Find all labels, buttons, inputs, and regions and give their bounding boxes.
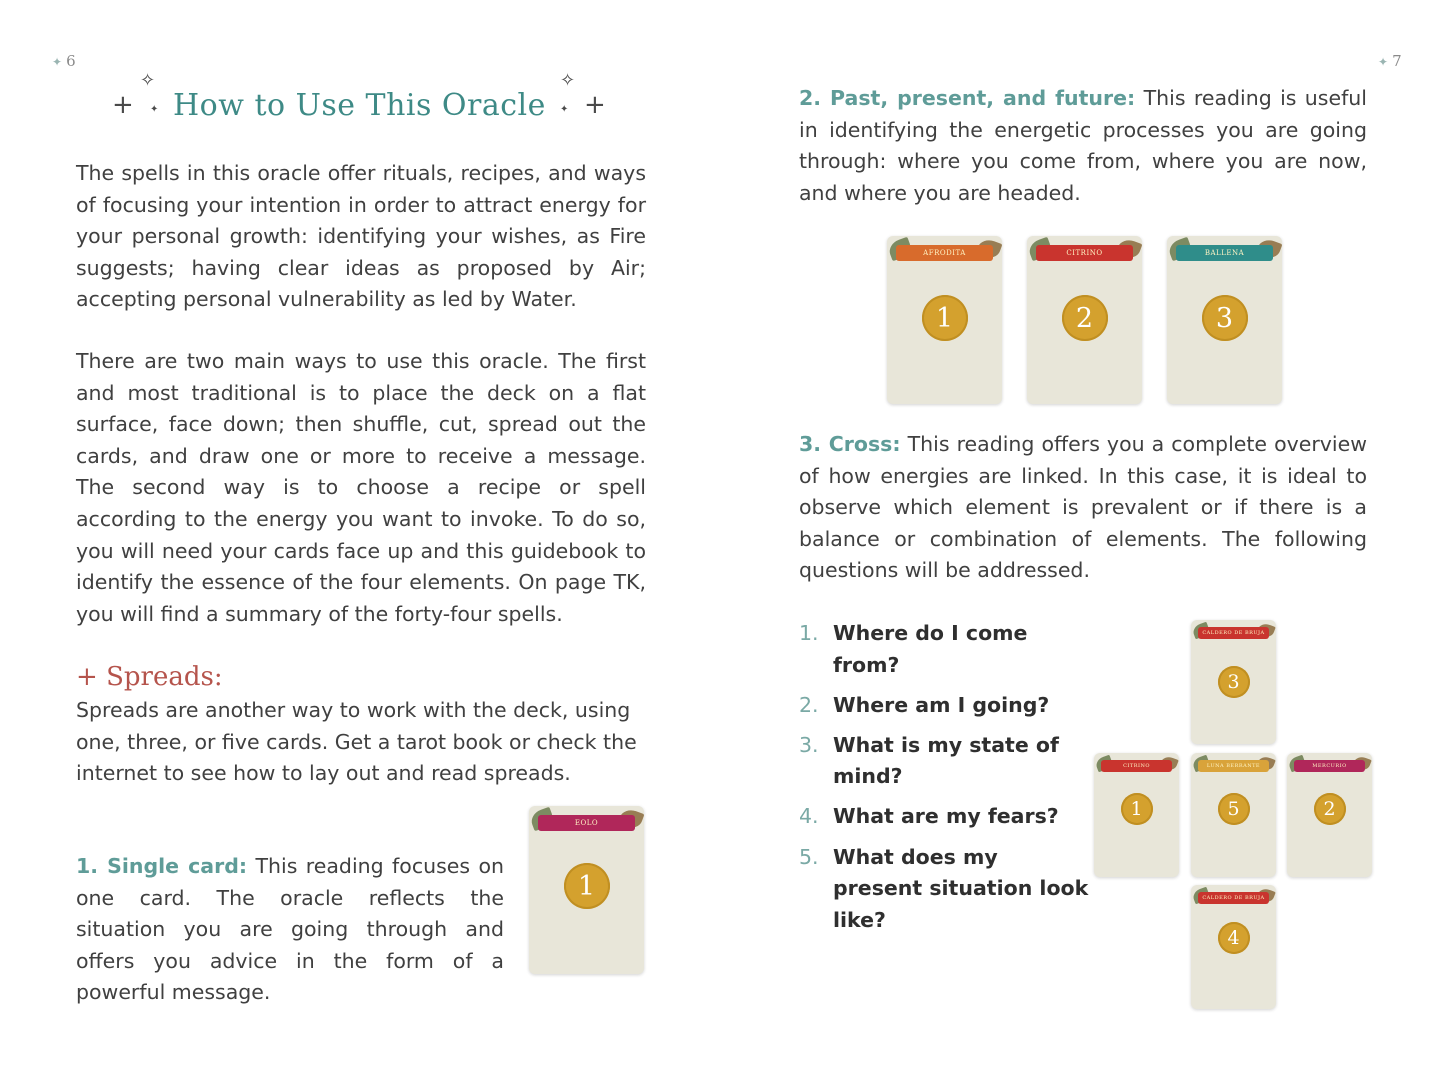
- card-number-badge: 2: [1062, 295, 1108, 341]
- card-banner: CITRINO: [1101, 760, 1172, 772]
- card-number-badge: 1: [564, 863, 610, 909]
- card-future: [1167, 236, 1282, 404]
- card-number-badge: 5: [1218, 793, 1250, 825]
- plus-icon: +: [76, 662, 98, 692]
- card-banner: EOLO: [538, 815, 635, 831]
- left-page-number: ✦ 6: [52, 52, 76, 70]
- card-banner: BALLENA: [1176, 245, 1273, 261]
- single-card-label: 1. Single card:: [76, 854, 248, 878]
- cross-paragraph: 3. Cross: This reading offers you a complete overview of how energies are linked. In this case, it is ideal to observe which element is prevalent or if there is a balance or combination of elements. The following questions will be addressed.: [799, 432, 1367, 583]
- card-banner: CALDERO DE BRUJA: [1198, 892, 1269, 904]
- card-past: [887, 236, 1002, 404]
- card-number-badge: 3: [1218, 666, 1250, 698]
- card-banner: CALDERO DE BRUJA: [1198, 627, 1269, 639]
- card-banner: LUNA BERRANTE: [1198, 760, 1269, 772]
- sparkle-icon: ✦: [1378, 55, 1389, 69]
- sparkle-icon: +: [584, 90, 606, 120]
- card-number-badge: 4: [1218, 922, 1250, 954]
- title-sparkle-right: [556, 70, 616, 120]
- list-item: 2. Where am I going?: [799, 692, 1050, 717]
- card-banner: MERCURIO: [1294, 760, 1365, 772]
- card-single: [529, 806, 644, 974]
- cross-label: 3. Cross:: [799, 432, 901, 456]
- sparkle-icon: +: [112, 90, 134, 120]
- sparkle-icon: ✧: [140, 70, 156, 91]
- spreads-paragraph: Spreads are another way to work with the deck, using one, three, or five cards. Get a tarot book or check the internet to see how to lay out and read spreads.: [76, 698, 637, 786]
- intro-paragraph: The spells in this oracle offer rituals, recipes, and ways of focusing your intention in order to attract energy for your personal growth: identifying your wishes, as Fire suggests; having clear ideas as proposed by Air; accepting personal vulnerability as led by Water.: [76, 161, 646, 312]
- list-item: 1. Where do I come from?: [799, 621, 1028, 677]
- list-item: 5. What does my present situation look like?: [799, 844, 1089, 932]
- card-number-badge: 3: [1202, 295, 1248, 341]
- sparkle-icon: ✦: [52, 55, 63, 69]
- card-cross-bottom: [1191, 885, 1276, 1009]
- past-present-future-paragraph: 2. Past, present, and future: This reading is useful in identifying the energetic processes you are going through: where you come from, where you are now, and where you are headed.: [799, 86, 1367, 205]
- single-card-paragraph: 1. Single card: This reading focuses on one card. The oracle reflects the situation you are going through and offers you advice in the form of a powerful message.: [76, 854, 504, 1005]
- ways-paragraph: There are two main ways to use this oracle. The first and most traditional is to place the deck on a flat surface, face down; then shuffle, cut, spread out the cards, and draw one or more to receive a message. The second way is to choose a recipe or spell according to the energy you want to invoke. To do so, you will need your cards face up and this guidebook to identify the essence of the four elements. On page TK, you will find a summary of the forty-four spells.: [76, 349, 646, 626]
- card-cross-center: [1191, 753, 1276, 877]
- sparkle-icon: ✦: [150, 104, 159, 115]
- page-title: How to Use This Oracle: [173, 88, 546, 123]
- card-cross-left: [1094, 753, 1179, 877]
- spreads-heading: + Spreads:: [76, 662, 223, 692]
- list-item: 4. What are my fears?: [799, 804, 1059, 829]
- card-cross-right: [1287, 753, 1372, 877]
- sparkle-icon: ✦: [560, 104, 569, 115]
- card-banner: CITRINO: [1036, 245, 1133, 261]
- sparkle-icon: ✧: [560, 70, 576, 91]
- card-present: [1027, 236, 1142, 404]
- question-list: [799, 618, 1089, 945]
- card-cross-top: [1191, 620, 1276, 744]
- list-item: 3. What is my state of mind?: [799, 732, 1059, 789]
- card-number-badge: 1: [922, 295, 968, 341]
- right-page-number: ✦ 7: [1378, 52, 1402, 70]
- past-present-future-label: 2. Past, present, and future:: [799, 86, 1136, 110]
- card-number-badge: 1: [1121, 793, 1153, 825]
- title-sparkle-left: [112, 70, 172, 120]
- card-number-badge: 2: [1314, 793, 1346, 825]
- card-banner: AFRODITA: [896, 245, 993, 261]
